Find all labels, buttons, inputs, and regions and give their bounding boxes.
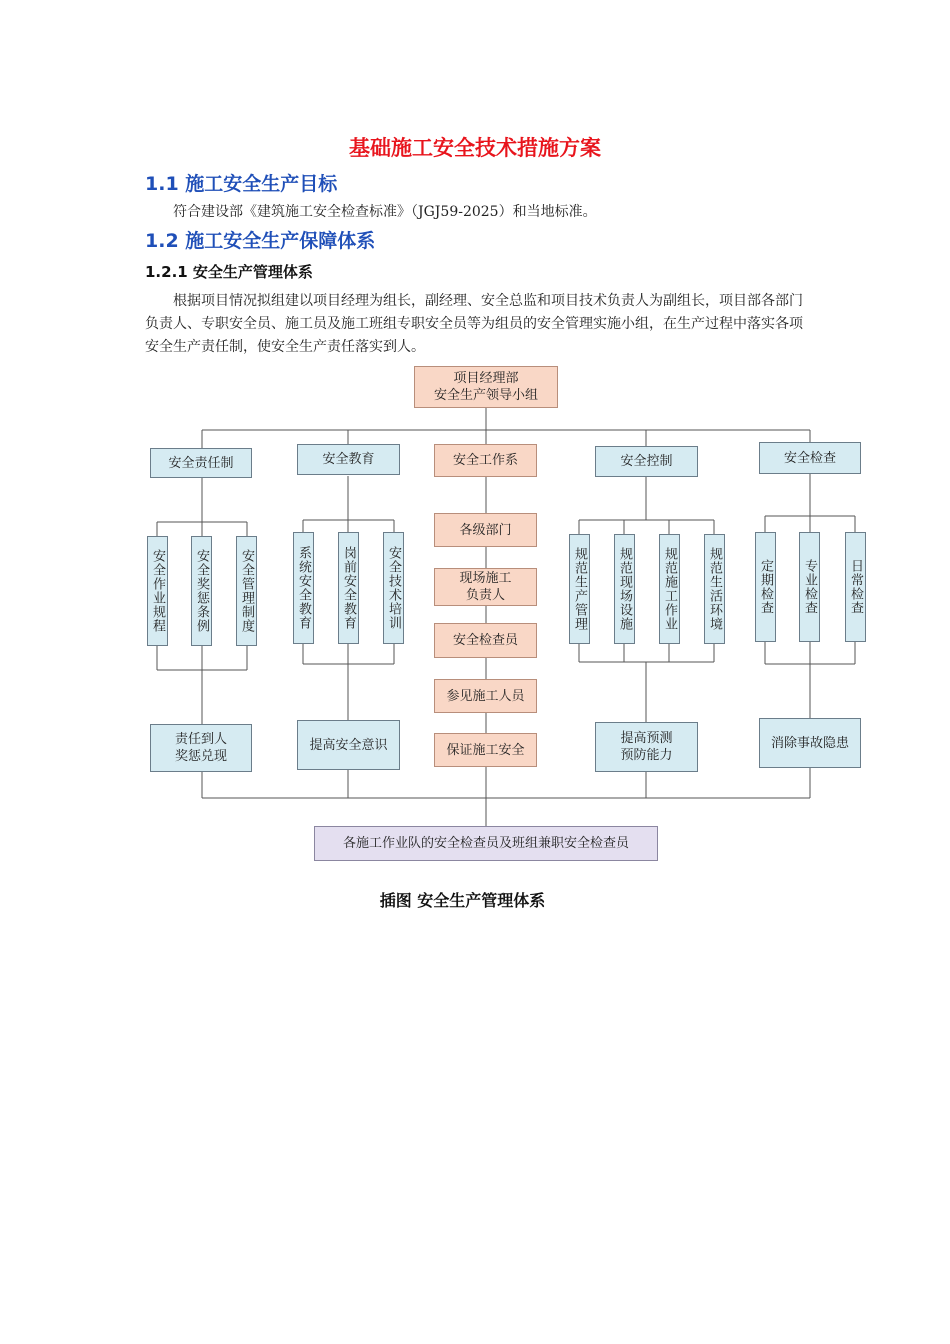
col5-item-2: 专业检查	[799, 532, 820, 642]
col1-item-1: 安全作业规程	[147, 536, 168, 646]
col5-head: 安全检查	[759, 442, 861, 474]
col5-item-3: 日常检查	[845, 532, 866, 642]
col4-result: 提高预测 预防能力	[595, 722, 698, 772]
center-item-3: 安全检查员	[434, 623, 537, 658]
center-head: 安全工作系	[434, 444, 537, 477]
col5-item-1: 定期检查	[755, 532, 776, 642]
center-item-1: 各级部门	[434, 513, 537, 547]
col2-head: 安全教育	[297, 444, 400, 475]
col4-item-2: 规范现场设施	[614, 534, 635, 644]
section-heading-1-2: 1.2 施工安全生产保障体系	[145, 230, 376, 252]
center-item-4: 参见施工人员	[434, 679, 537, 713]
col1-item-3: 安全管理制度	[236, 536, 257, 646]
section-1-1-text: 符合建设部《建筑施工安全检查标准》（JGJ59-2025）和当地标准。	[173, 204, 597, 220]
col4-item-4: 规范生活环境	[704, 534, 725, 644]
document-title: 基础施工安全技术措施方案	[349, 136, 601, 160]
col2-result: 提高安全意识	[297, 720, 400, 770]
section-heading-1-1: 1.1 施工安全生产目标	[145, 173, 338, 195]
bottom-inspectors-box: 各施工作业队的安全检查员及班组兼职安全检查员	[314, 826, 658, 861]
col2-item-2: 岗前安全教育	[338, 532, 359, 644]
col2-item-1: 系统安全教育	[293, 532, 314, 644]
col4-head: 安全控制	[595, 446, 698, 477]
figure-caption: 插图 安全生产管理体系	[379, 891, 546, 910]
col1-head: 安全责任制	[150, 448, 252, 478]
top-leadership-box: 项目经理部 安全生产领导小组	[414, 366, 558, 408]
section-heading-1-2-1: 1.2.1 安全生产管理体系	[145, 263, 313, 281]
section-1-2-1-text: 根据项目情况拟组建以项目经理为组长，副经理、安全总监和项目技术负责人为副组长，项目部各部门负责人、专职安全员、施工员及施工班组专职安全员等为组员的安全管理实施小组，在生产过程中落实各项安全生产责任制，使安全生产责任落实到人。	[145, 293, 803, 355]
center-item-2: 现场施工 负责人	[434, 568, 537, 606]
col4-item-1: 规范生产管理	[569, 534, 590, 644]
center-result: 保证施工安全	[434, 733, 537, 767]
col1-item-2: 安全奖惩条例	[191, 536, 212, 646]
col5-result: 消除事故隐患	[759, 718, 861, 768]
col1-result: 责任到人 奖惩兑现	[150, 724, 252, 772]
col4-item-3: 规范施工作业	[659, 534, 680, 644]
col2-item-3: 安全技术培训	[383, 532, 404, 644]
